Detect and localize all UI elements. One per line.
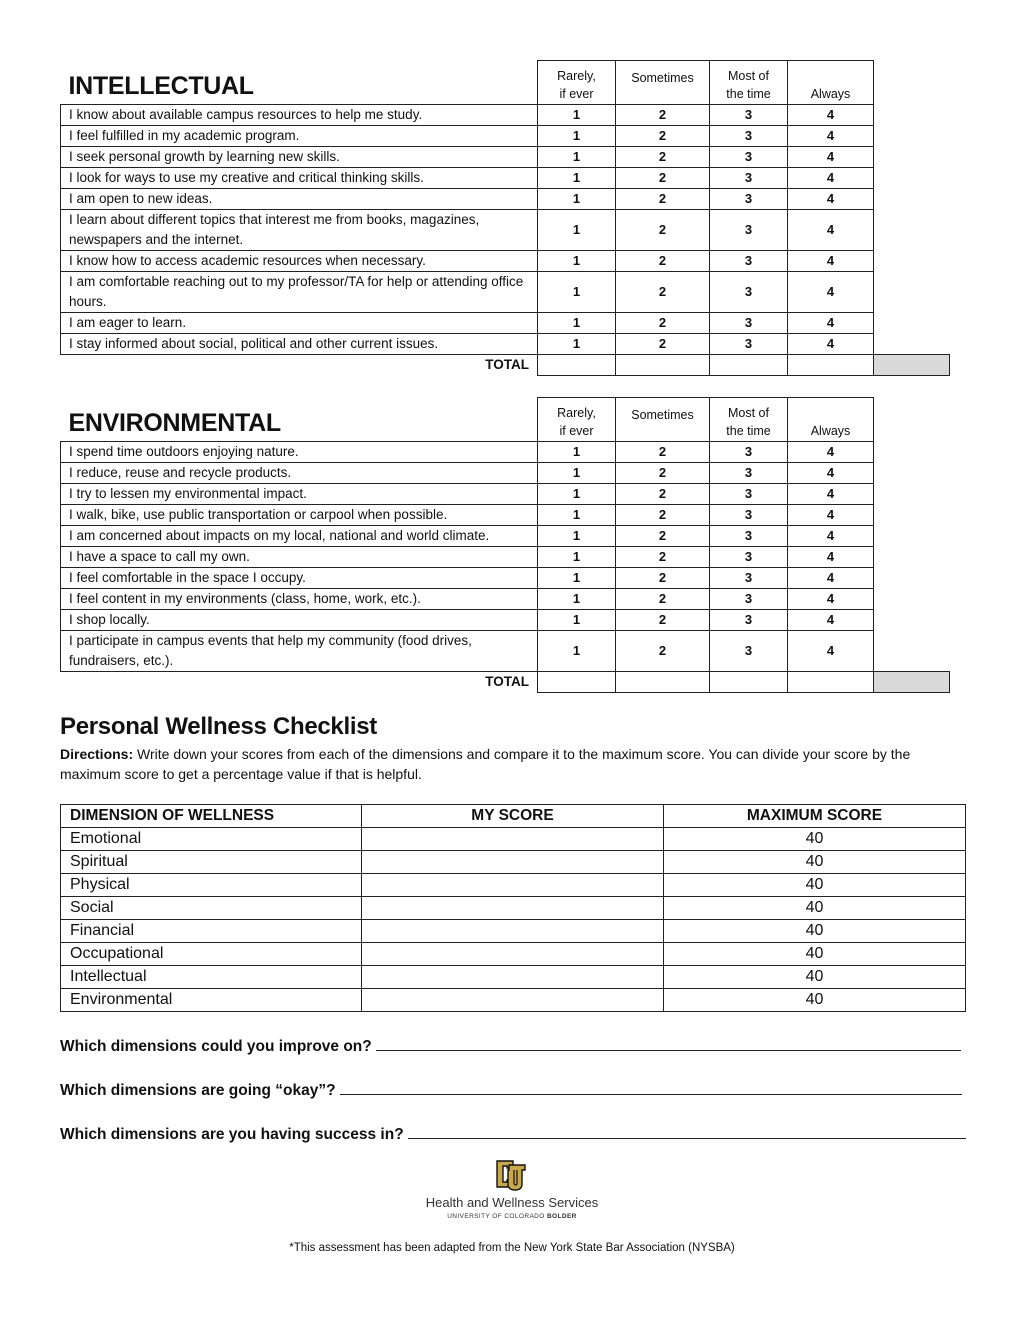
score-option-1[interactable]: 1 [538, 547, 616, 568]
statement-row [61, 463, 950, 484]
total-label: TOTAL [61, 672, 538, 693]
max-score-value: 40 [664, 920, 966, 943]
score-option-1[interactable]: 1 [538, 251, 616, 272]
statement-text: I am comfortable reaching out to my professor/TA for help or attending office hours. [61, 272, 538, 313]
directions-label: Directions: [60, 746, 134, 762]
score-option-2[interactable]: 2 [616, 126, 710, 147]
score-option-3[interactable]: 3 [710, 463, 788, 484]
statement-text: I participate in campus events that help my community (food drives, fundraisers, etc.). [61, 631, 538, 672]
question-okay [60, 1080, 962, 1100]
statement-text: I shop locally. [61, 610, 538, 631]
score-option-3[interactable]: 3 [710, 526, 788, 547]
total-cell[interactable] [616, 672, 710, 693]
score-option-4[interactable]: 4 [788, 610, 874, 631]
score-option-4[interactable]: 4 [788, 168, 874, 189]
score-option-3[interactable]: 3 [710, 505, 788, 526]
cu-logo-icon [493, 1158, 529, 1192]
score-option-1[interactable]: 1 [538, 334, 616, 355]
statement-text: I walk, bike, use public transportation or carpool when possible. [61, 505, 538, 526]
grand-total-cell[interactable] [874, 355, 950, 376]
score-option-2[interactable]: 2 [616, 105, 710, 126]
score-option-2[interactable]: 2 [616, 189, 710, 210]
total-cell[interactable] [788, 355, 874, 376]
statement-text: I feel comfortable in the space I occupy. [61, 568, 538, 589]
score-option-4[interactable]: 4 [788, 189, 874, 210]
col-header-sometimes: Sometimes [616, 398, 710, 442]
score-option-2[interactable]: 2 [616, 272, 710, 313]
score-option-4[interactable]: 4 [788, 484, 874, 505]
max-score-value: 40 [664, 943, 966, 966]
statement-row [61, 442, 950, 463]
score-option-3[interactable]: 3 [710, 610, 788, 631]
dimension-name: Intellectual [61, 966, 362, 989]
total-cell[interactable] [538, 672, 616, 693]
org-name: Health and Wellness Services [425, 1195, 599, 1210]
score-option-2[interactable]: 2 [616, 463, 710, 484]
total-cell[interactable] [710, 355, 788, 376]
score-option-3[interactable]: 3 [710, 568, 788, 589]
question-improve [60, 1036, 961, 1056]
question-label: Which dimensions are going “okay”? [60, 1082, 336, 1099]
statement-row [61, 313, 950, 334]
score-option-2[interactable]: 2 [616, 631, 710, 672]
max-score-value: 40 [664, 828, 966, 851]
score-option-4[interactable]: 4 [788, 589, 874, 610]
statement-row [61, 189, 950, 210]
col-header-most: Most of the time [710, 61, 788, 105]
section-title: ENVIRONMENTAL [61, 398, 538, 442]
statement-row [61, 126, 950, 147]
summary-row [61, 828, 966, 851]
score-option-1[interactable]: 1 [538, 189, 616, 210]
summary-row [61, 897, 966, 920]
score-option-2[interactable]: 2 [616, 313, 710, 334]
score-option-2[interactable]: 2 [616, 442, 710, 463]
statement-text: I am eager to learn. [61, 313, 538, 334]
score-option-1[interactable]: 1 [538, 505, 616, 526]
score-option-1[interactable]: 1 [538, 168, 616, 189]
score-option-3[interactable]: 3 [710, 313, 788, 334]
my-score-cell[interactable] [362, 989, 664, 1012]
score-option-3[interactable]: 3 [710, 189, 788, 210]
statement-text: I know about available campus resources to help me study. [61, 105, 538, 126]
score-option-2[interactable]: 2 [616, 168, 710, 189]
score-option-4[interactable]: 4 [788, 272, 874, 313]
statement-text: I stay informed about social, political and other current issues. [61, 334, 538, 355]
score-option-3[interactable]: 3 [710, 147, 788, 168]
answer-line[interactable] [408, 1124, 966, 1139]
header-my-score: MY SCORE [362, 805, 664, 828]
score-option-2[interactable]: 2 [616, 589, 710, 610]
answer-line[interactable] [376, 1036, 961, 1051]
total-cell[interactable] [710, 672, 788, 693]
my-score-cell[interactable] [362, 920, 664, 943]
total-label: TOTAL [61, 355, 538, 376]
my-score-cell[interactable] [362, 966, 664, 989]
score-option-1[interactable]: 1 [538, 463, 616, 484]
statement-row [61, 147, 950, 168]
statement-text: I spend time outdoors enjoying nature. [61, 442, 538, 463]
my-score-cell[interactable] [362, 897, 664, 920]
col-header-always: Always [788, 61, 874, 105]
dimension-name: Environmental [61, 989, 362, 1012]
score-option-4[interactable]: 4 [788, 334, 874, 355]
total-cell[interactable] [616, 355, 710, 376]
score-option-3[interactable]: 3 [710, 442, 788, 463]
score-option-2[interactable]: 2 [616, 505, 710, 526]
score-option-3[interactable]: 3 [710, 210, 788, 251]
statement-text: I feel fulfilled in my academic program. [61, 126, 538, 147]
score-option-2[interactable]: 2 [616, 547, 710, 568]
my-score-cell[interactable] [362, 851, 664, 874]
university-name: UNIVERSITY OF COLORADO BOLDER [447, 1213, 577, 1220]
score-option-4[interactable]: 4 [788, 251, 874, 272]
score-option-3[interactable]: 3 [710, 168, 788, 189]
statement-row [61, 210, 950, 251]
score-option-1[interactable]: 1 [538, 631, 616, 672]
dimension-name: Emotional [61, 828, 362, 851]
score-option-3[interactable]: 3 [710, 631, 788, 672]
checklist-title: Personal Wellness Checklist [60, 713, 377, 740]
total-cell[interactable] [788, 672, 874, 693]
score-option-4[interactable]: 4 [788, 210, 874, 251]
summary-row [61, 920, 966, 943]
total-cell[interactable] [538, 355, 616, 376]
score-option-2[interactable]: 2 [616, 210, 710, 251]
col-header-rarely: Rarely, if ever [538, 61, 616, 105]
statement-text: I am open to new ideas. [61, 189, 538, 210]
score-option-1[interactable]: 1 [538, 272, 616, 313]
statement-text: I look for ways to use my creative and critical thinking skills. [61, 168, 538, 189]
dimension-name: Social [61, 897, 362, 920]
statement-text: I feel content in my environments (class, home, work, etc.). [61, 589, 538, 610]
score-option-1[interactable]: 1 [538, 568, 616, 589]
question-label: Which dimensions could you improve on? [60, 1038, 372, 1055]
score-option-4[interactable]: 4 [788, 463, 874, 484]
summary-row [61, 989, 966, 1012]
section-title: INTELLECTUAL [61, 61, 538, 105]
directions-text [60, 744, 940, 784]
score-option-1[interactable]: 1 [538, 442, 616, 463]
score-option-4[interactable]: 4 [788, 526, 874, 547]
statement-row [61, 568, 950, 589]
statement-row [61, 505, 950, 526]
intellectual-section-table [60, 60, 950, 376]
col-header-sometimes: Sometimes [616, 61, 710, 105]
score-option-1[interactable]: 1 [538, 313, 616, 334]
score-option-1[interactable]: 1 [538, 610, 616, 631]
score-option-4[interactable]: 4 [788, 568, 874, 589]
statement-row [61, 105, 950, 126]
col-header-always: Always [788, 398, 874, 442]
summary-row [61, 851, 966, 874]
score-option-2[interactable]: 2 [616, 568, 710, 589]
question-success [60, 1124, 966, 1144]
score-option-4[interactable]: 4 [788, 147, 874, 168]
score-option-2[interactable]: 2 [616, 484, 710, 505]
max-score-value: 40 [664, 851, 966, 874]
statement-text: I am concerned about impacts on my local, national and world climate. [61, 526, 538, 547]
statement-row [61, 272, 950, 313]
score-option-4[interactable]: 4 [788, 631, 874, 672]
score-option-3[interactable]: 3 [710, 251, 788, 272]
source-note: *This assessment has been adapted from the New York State Bar Association (NYSBA) [289, 1242, 735, 1254]
max-score-value: 40 [664, 897, 966, 920]
score-option-1[interactable]: 1 [538, 526, 616, 547]
score-option-3[interactable]: 3 [710, 334, 788, 355]
score-option-1[interactable]: 1 [538, 126, 616, 147]
score-option-1[interactable]: 1 [538, 105, 616, 126]
statement-row [61, 168, 950, 189]
score-option-4[interactable]: 4 [788, 505, 874, 526]
header-max-score: MAXIMUM SCORE [664, 805, 966, 828]
score-option-3[interactable]: 3 [710, 547, 788, 568]
col-header-rarely: Rarely, if ever [538, 398, 616, 442]
grand-total-cell[interactable] [874, 672, 950, 693]
statement-text: I try to lessen my environmental impact. [61, 484, 538, 505]
score-option-1[interactable]: 1 [538, 147, 616, 168]
statement-text: I have a space to call my own. [61, 547, 538, 568]
max-score-value: 40 [664, 874, 966, 897]
statement-row [61, 334, 950, 355]
answer-line[interactable] [340, 1080, 962, 1095]
score-option-4[interactable]: 4 [788, 547, 874, 568]
score-option-3[interactable]: 3 [710, 126, 788, 147]
score-option-4[interactable]: 4 [788, 126, 874, 147]
header-dimension: DIMENSION OF WELLNESS [61, 805, 362, 828]
my-score-cell[interactable] [362, 943, 664, 966]
score-option-4[interactable]: 4 [788, 105, 874, 126]
statement-text: I know how to access academic resources when necessary. [61, 251, 538, 272]
statement-row [61, 526, 950, 547]
environmental-section-table [60, 397, 950, 693]
my-score-cell[interactable] [362, 828, 664, 851]
score-option-2[interactable]: 2 [616, 147, 710, 168]
dimension-name: Physical [61, 874, 362, 897]
max-score-value: 40 [664, 966, 966, 989]
col-header-most: Most of the time [710, 398, 788, 442]
directions-body: Write down your scores from each of the dimensions and compare it to the maximum score. You can divide your score by the maximum score to get a percentage value if that is helpful. [60, 746, 911, 782]
score-option-1[interactable]: 1 [538, 589, 616, 610]
score-option-2[interactable]: 2 [616, 610, 710, 631]
score-option-2[interactable]: 2 [616, 526, 710, 547]
summary-row [61, 966, 966, 989]
statement-text: I seek personal growth by learning new skills. [61, 147, 538, 168]
statement-text: I reduce, reuse and recycle products. [61, 463, 538, 484]
question-label: Which dimensions are you having success in? [60, 1126, 404, 1143]
statement-row [61, 484, 950, 505]
statement-row [61, 251, 950, 272]
statement-row [61, 631, 950, 672]
statement-row [61, 610, 950, 631]
dimension-name: Spiritual [61, 851, 362, 874]
score-option-3[interactable]: 3 [710, 105, 788, 126]
dimension-name: Occupational [61, 943, 362, 966]
score-option-4[interactable]: 4 [788, 313, 874, 334]
dimension-name: Financial [61, 920, 362, 943]
score-option-4[interactable]: 4 [788, 442, 874, 463]
score-option-3[interactable]: 3 [710, 272, 788, 313]
summary-row [61, 874, 966, 897]
wellness-summary-table [60, 804, 966, 1012]
score-option-1[interactable]: 1 [538, 484, 616, 505]
score-option-3[interactable]: 3 [710, 589, 788, 610]
statement-row [61, 589, 950, 610]
summary-row [61, 943, 966, 966]
statement-row [61, 547, 950, 568]
my-score-cell[interactable] [362, 874, 664, 897]
score-option-2[interactable]: 2 [616, 334, 710, 355]
max-score-value: 40 [664, 989, 966, 1012]
score-option-1[interactable]: 1 [538, 210, 616, 251]
score-option-3[interactable]: 3 [710, 484, 788, 505]
score-option-2[interactable]: 2 [616, 251, 710, 272]
statement-text: I learn about different topics that interest me from books, magazines, newspapers and the internet. [61, 210, 538, 251]
